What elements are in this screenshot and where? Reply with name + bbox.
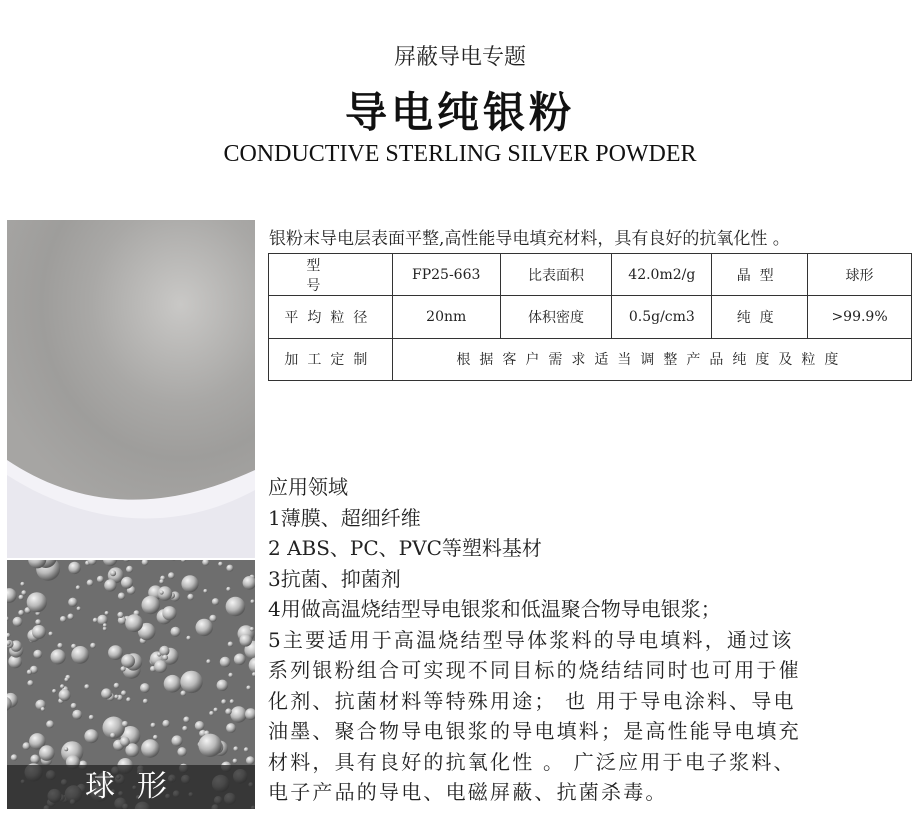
spec-label-purity: 纯度 [712, 296, 808, 338]
spec-label-bulk-density: 体积密度 [500, 296, 612, 338]
application-item: 4用做高温烧结型导电银浆和低温聚合物导电银浆； [268, 597, 721, 621]
application-paragraph-line: 油墨、聚合物导电银浆的导电填料；是高性能导电填充 [268, 719, 801, 743]
application-item: 1薄膜、超细纤维 [268, 505, 421, 530]
spec-label-model: 型 号 [269, 254, 393, 296]
application-paragraph-line: 材料，具有良好的抗氧化性 。 广泛应用于电子浆料、 [268, 749, 796, 774]
spec-table [268, 253, 912, 381]
intro-text: 银粉末导电层表面平整,高性能导电填充材料，具有良好的抗氧化性 。 [269, 229, 790, 249]
application-paragraph-line: 5主要适用于高温烧结型导体浆料的导电填料，通过该 [268, 627, 794, 652]
micrograph-caption: 球形 [7, 765, 255, 809]
spec-row [269, 296, 912, 338]
powder-pile-graphic [7, 220, 255, 558]
spec-row [269, 338, 912, 380]
silver-powder-photo [7, 220, 255, 558]
application-paragraph-line: 化剂、抗菌材料等特殊用途； 也 用于导电涂料、导电 [268, 688, 796, 713]
spec-value-crystal: 球形 [808, 254, 912, 296]
application-paragraph-line: 电子产品的导电、电磁屏蔽、抗菌杀毒。 [268, 780, 668, 804]
page-title-english: CONDUCTIVE STERLING SILVER POWDER [223, 141, 697, 167]
spec-value-customization: 根据客户需求适当调整产品纯度及粒度 [392, 338, 911, 380]
spec-label-customization: 加工定制 [269, 338, 393, 380]
spec-label-surface-area: 比表面积 [500, 254, 612, 296]
applications-section [268, 472, 908, 808]
spec-label-particle-size: 平均粒径 [269, 296, 393, 338]
application-item: 3抗菌、抑菌剂 [268, 566, 401, 591]
spec-row [269, 254, 912, 296]
application-paragraph-line: 系列银粉组合可实现不同目标的烧结结同时也可用于催 [268, 658, 801, 682]
application-item: 2 ABS、PC、PVC等塑料基材 [268, 536, 542, 560]
page-title: 导电纯银粉 [344, 88, 575, 137]
spec-value-purity: >99.9% [808, 296, 912, 338]
page-subtitle: 屏蔽导电专题 [393, 45, 526, 70]
applications-heading: 应用领域 [268, 475, 348, 499]
spec-value-bulk-density: 0.5g/cm3 [612, 296, 712, 338]
spec-label-crystal: 晶型 [712, 254, 808, 296]
spec-value-surface-area: 42.0m2/g [612, 254, 712, 296]
spec-value-particle-size: 20nm [392, 296, 500, 338]
sem-micrograph-photo [7, 560, 255, 809]
spec-value-model: FP25-663 [392, 254, 500, 296]
